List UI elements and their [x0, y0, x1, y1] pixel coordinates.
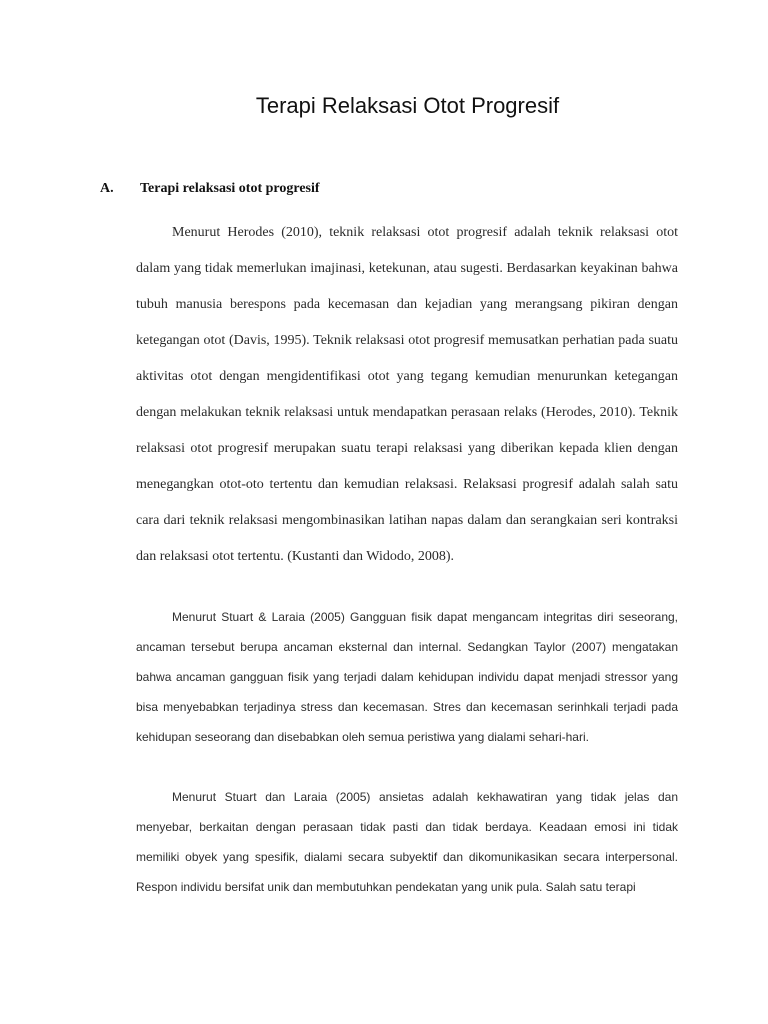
section-heading [100, 181, 320, 197]
section-letter: A. [100, 181, 114, 196]
paragraph-stuart-laraia-2: Menurut Stuart dan Laraia (2005) ansietas adalah kekhawatiran yang tidak jelas dan menyebar, berkaitan dengan perasaan tidak pasti dan tidak berdaya. Keadaan emosi ini tidak memiliki obyek yang spesifik, dialami secara subyektif dan dikomunikasikan secara interpersonal. Respon individu bersifat unik dan membutuhkan pendekatan yang unik pula. Salah satu terapi [136, 790, 678, 894]
document-title: Terapi Relaksasi Otot Progresif [255, 93, 560, 118]
section-heading-text: Terapi relaksasi otot progresif [140, 181, 320, 196]
paragraph-stuart-laraia-1: Menurut Stuart & Laraia (2005) Gangguan fisik dapat mengancam integritas diri seseorang, ancaman tersebut berupa ancaman eksternal dan internal. Sedangkan Taylor (2007) mengatakan bahwa ancaman gangguan fisik yang terjadi dalam kehidupan individu dapat menjadi stressor yang bisa menyebabkan terjadinya stress dan kecemasan. Stres dan kecemasan serinhkali terjadi pada kehidupan seseorang dan disebabkan oleh semua peristiwa yang dialami sehari-hari. [136, 610, 678, 744]
paragraph-herodes: Menurut Herodes (2010), teknik relaksasi otot progresif adalah teknik relaksasi otot dalam yang tidak memerlukan imajinasi, ketekunan, atau sugesti. Berdasarkan keyakinan bahwa tubuh manusia berespons pada kecemasan dan kejadian yang merangsang pikiran dengan ketegangan otot (Davis, 1995). Teknik relaksasi otot progresif memusatkan perhatian pada suatu aktivitas otot dengan mengidentifikasi otot yang tegang kemudian menurunkan ketegangan dengan melakukan teknik relaksasi untuk mendapatkan perasaan relaks (Herodes, 2010). Teknik relaksasi otot progresif merupakan suatu terapi relaksasi yang diberikan kepada klien dengan menegangkan otot-oto tertentu dan kemudian relaksasi. Relaksasi progresif adalah salah satu cara dari teknik relaksasi mengombinasikan latihan napas dalam dan serangkaian seri kontraksi dan relaksasi otot tertentu. (Kustanti dan Widodo, 2008). [136, 225, 678, 564]
